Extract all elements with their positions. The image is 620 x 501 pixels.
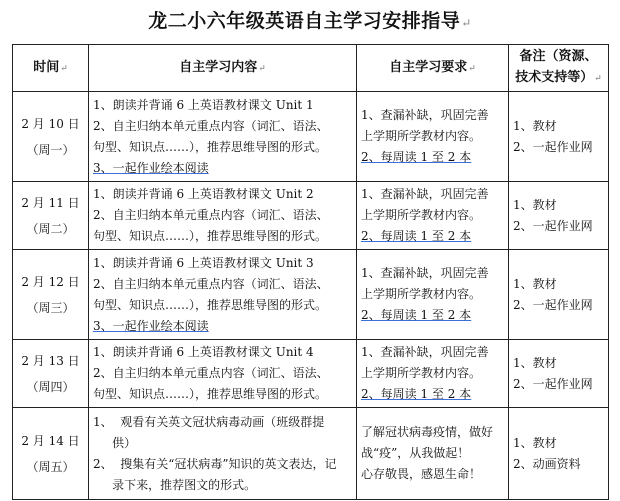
- requirement-cell: 1、查漏补缺，巩固完善 上学期所学教材内容。 2、每周读 1 至 2 本: [357, 92, 509, 182]
- requirement-cell: 了解冠状病毒疫情，做好 战“疫”，从我做起！ 心存敬畏，感恩生命！: [357, 408, 509, 500]
- content-cell: 1、朗读并背诵 6 上英语教材课文 Unit 2 2、自主归纳本单元重点内容（词汇、语法、 句型、知识点……），推荐思维导图的形式。: [89, 182, 357, 250]
- requirement-cell: 1、查漏补缺，巩固完善 上学期所学教材内容。 2、每周读 1 至 2 本: [357, 250, 509, 340]
- content-cell: 1、朗读并背诵 6 上英语教材课文 Unit 3 2、自主归纳本单元重点内容（词汇、语法、 句型、知识点……），推荐思维导图的形式。 3、一起作业绘本阅读: [89, 250, 357, 340]
- table-row: [13, 92, 609, 182]
- table-row: [13, 182, 609, 250]
- notes-cell: 1、教材 2、一起作业网: [509, 92, 609, 182]
- return-mark-icon: ↵: [461, 16, 472, 30]
- date-cell: 2 月 11 日 （周二）: [13, 182, 89, 250]
- notes-cell: 1、教材 2、一起作业网: [509, 340, 609, 408]
- date-cell: 2 月 14 日 （周五）: [13, 408, 89, 500]
- header-requirement: 自主学习要求↵: [357, 45, 509, 92]
- requirement-cell: 1、查漏补缺，巩固完善 上学期所学教材内容。 2、每周读 1 至 2 本: [357, 340, 509, 408]
- date-cell: 2 月 12 日 （周三）: [13, 250, 89, 340]
- content-cell: 1、朗读并背诵 6 上英语教材课文 Unit 1 2、自主归纳本单元重点内容（词汇、语法、 句型、知识点……），推荐思维导图的形式。 3、一起作业绘本阅读: [89, 92, 357, 182]
- schedule-table: [12, 44, 609, 500]
- content-cell: 1、朗读并背诵 6 上英语教材课文 Unit 4 2、自主归纳本单元重点内容（词汇、语法、 句型、知识点……），推荐思维导图的形式。: [89, 340, 357, 408]
- notes-cell: 1、教材 2、一起作业网: [509, 182, 609, 250]
- notes-cell: 1、教材 2、动画资料: [509, 408, 609, 500]
- table-row: [13, 340, 609, 408]
- notes-cell: 1、教材 2、一起作业网: [509, 250, 609, 340]
- header-content: 自主学习内容↵: [89, 45, 357, 92]
- header-time: 时间↵: [13, 45, 89, 92]
- header-notes: 备注（资源、 技术支持等）↵: [509, 45, 609, 92]
- date-cell: 2 月 10 日 （周一）: [13, 92, 89, 182]
- table-row: [13, 408, 609, 500]
- content-cell: 1、 观看有关英文冠状病毒动画（班级群提 供） 2、 搜集有关“冠状病毒”知识的英文表达，记 录下来，推荐图文的形式。: [89, 408, 357, 500]
- requirement-cell: 1、查漏补缺，巩固完善 上学期所学教材内容。 2、每周读 1 至 2 本: [357, 182, 509, 250]
- document-title: 龙二小六年级英语自主学习安排指导↵: [148, 10, 472, 32]
- table-header-row: [13, 45, 609, 92]
- date-cell: 2 月 13 日 （周四）: [13, 340, 89, 408]
- table-row: [13, 250, 609, 340]
